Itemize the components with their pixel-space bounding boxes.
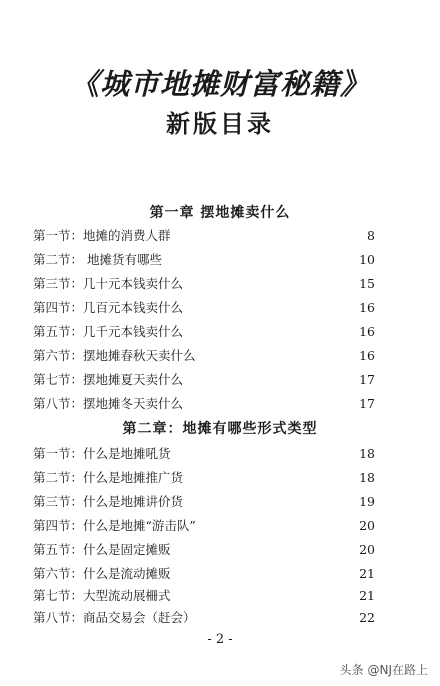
toc-entry [33,586,375,606]
toc-entry-label: 第二节： 地摊货有哪些 [33,252,162,267]
toc-entry-page: 16 [359,300,375,315]
chapter-1-heading: 第一章 摆地摊卖什么 [149,205,291,221]
toc-entry-label: 第二节：什么是地摊推广货 [33,470,184,485]
toc-entry-page: 16 [359,348,375,363]
toc-entry-page: 10 [359,252,375,267]
toc-entry-page: 21 [359,566,375,581]
toc-entry [33,468,375,488]
watermark: 头条 @NJ在路上 [339,663,428,677]
toc-entry-page: 21 [359,588,375,603]
toc-entry-label: 第八节：商品交易会（赶会） [33,610,196,625]
toc-entry-page: 8 [367,228,375,243]
toc-entry [33,298,375,318]
toc-entry-page: 20 [359,518,375,533]
toc-entry [33,250,375,270]
toc-entry-label: 第五节：什么是固定摊贩 [33,542,171,557]
toc-entry-page: 18 [359,470,375,485]
toc-entry [33,444,375,464]
document-title: 《城市地摊财富秘籍》 [69,67,370,101]
toc-entry [33,346,375,366]
toc-entry [33,394,375,414]
toc-entry-page: 15 [359,276,375,291]
toc-entry-label: 第四节：什么是地摊“游击队” [33,518,196,533]
toc-entry-label: 第三节：几十元本钱卖什么 [33,276,184,291]
toc-entry [33,322,375,342]
chapter-2-heading: 第二章：地摊有哪些形式类型 [122,421,318,437]
toc-entry-page: 22 [359,610,375,625]
toc-entry-label: 第一节：什么是地摊吼货 [33,446,171,461]
toc-entry [33,608,375,628]
toc-entry [33,274,375,294]
toc-entry [33,564,375,584]
toc-entry-label: 第四节：几百元本钱卖什么 [33,300,184,315]
toc-entry-label: 第七节：摆地摊夏天卖什么 [33,372,184,387]
toc-entry-label: 第七节：大型流动展柵式 [33,588,171,603]
toc-entry-page: 19 [359,494,375,509]
toc-entry [33,226,375,246]
toc-entry-page: 16 [359,324,375,339]
toc-entry-page: 17 [359,372,375,387]
toc-entry-page: 20 [359,542,375,557]
document-subtitle: 新版目录 [166,109,274,138]
toc-entry-page: 18 [359,446,375,461]
toc-entry-label: 第三节：什么是地摊讲价货 [33,494,184,509]
toc-entry [33,370,375,390]
page-number: - 2 - [207,632,233,647]
toc-entry-page: 17 [359,396,375,411]
toc-entry-label: 第六节：摆地摊春秋天卖什么 [33,348,196,363]
toc-entry-label: 第五节：几千元本钱卖什么 [33,324,184,339]
toc-entry [33,492,375,512]
toc-entry-label: 第一节：地摊的消费人群 [33,228,171,243]
toc-entry-label: 第八节：摆地摊冬天卖什么 [33,396,184,411]
toc-entry [33,516,375,536]
toc-entry-label: 第六节：什么是流动摊贩 [33,566,171,581]
toc-entry [33,540,375,560]
